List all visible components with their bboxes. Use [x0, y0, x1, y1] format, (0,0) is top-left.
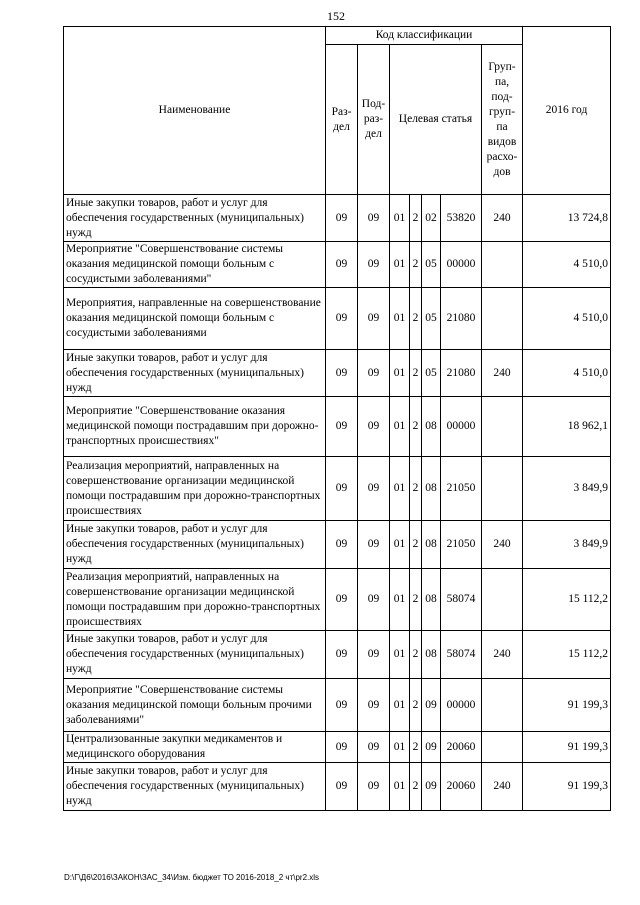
header-name: Наименование: [64, 27, 326, 195]
row-amount: 18 962,1: [523, 397, 611, 457]
row-name: Иные закупки товаров, работ и услуг для обеспечения государственных (муниципальных) нужд: [64, 763, 326, 811]
row-target-event: 02: [422, 195, 441, 242]
page-number: 152: [327, 9, 345, 23]
row-target-event: 08: [422, 457, 441, 521]
row-target-program: 01: [390, 631, 410, 679]
row-razdel: 09: [326, 350, 358, 397]
row-podrazdel: 09: [358, 350, 390, 397]
row-target-event: 09: [422, 732, 441, 763]
table-row: [64, 288, 611, 350]
row-podrazdel: 09: [358, 457, 390, 521]
row-target-event: 05: [422, 288, 441, 350]
row-target-program: 01: [390, 195, 410, 242]
file-path-footer: D:\Г\Д6\2016\ЗАКОН\ЗАС_34\Изм. бюджет ТО 2016-2018_2 чт\pr2.xls: [64, 873, 320, 882]
row-podrazdel: 09: [358, 732, 390, 763]
row-target-program: 01: [390, 397, 410, 457]
row-podrazdel: 09: [358, 631, 390, 679]
row-target-direction: 00000: [441, 397, 482, 457]
row-podrazdel: 09: [358, 521, 390, 569]
row-name: Мероприятие "Совершенствование системы оказания медицинской помощи больным прочими заболеваниями": [64, 679, 326, 732]
row-target-event: 09: [422, 763, 441, 811]
row-razdel: 09: [326, 763, 358, 811]
row-target-direction: 00000: [441, 679, 482, 732]
row-group: 240: [482, 195, 523, 242]
row-group: 240: [482, 631, 523, 679]
row-group: [482, 397, 523, 457]
row-target-direction: 21050: [441, 521, 482, 569]
row-target-event: 08: [422, 397, 441, 457]
table-row: [64, 569, 611, 631]
row-target-event: 08: [422, 631, 441, 679]
row-podrazdel: 09: [358, 195, 390, 242]
row-target-program: 01: [390, 521, 410, 569]
table-row: [64, 732, 611, 763]
header-podrazdel: Под- раз- дел: [358, 45, 390, 195]
row-group: [482, 242, 523, 288]
row-target-direction: 58074: [441, 631, 482, 679]
row-podrazdel: 09: [358, 397, 390, 457]
header-year: 2016 год: [523, 27, 611, 195]
row-target-subprogram: 2: [410, 763, 422, 811]
row-target-subprogram: 2: [410, 242, 422, 288]
row-target-event: 08: [422, 569, 441, 631]
row-group: [482, 732, 523, 763]
row-podrazdel: 09: [358, 569, 390, 631]
row-target-subprogram: 2: [410, 732, 422, 763]
row-group: 240: [482, 521, 523, 569]
row-name: Мероприятие "Совершенствование системы оказания медицинской помощи больным с сосудистыми заболеваниями": [64, 242, 326, 288]
row-target-subprogram: 2: [410, 397, 422, 457]
row-target-subprogram: 2: [410, 521, 422, 569]
row-amount: 91 199,3: [523, 732, 611, 763]
table-row: [64, 242, 611, 288]
row-target-event: 08: [422, 521, 441, 569]
header-group: Груп- па, под- груп- па видов расхо- дов: [482, 45, 523, 195]
row-razdel: 09: [326, 457, 358, 521]
row-target-program: 01: [390, 350, 410, 397]
row-name: Иные закупки товаров, работ и услуг для обеспечения государственных (муниципальных) нужд: [64, 350, 326, 397]
row-group: [482, 457, 523, 521]
row-target-event: 09: [422, 679, 441, 732]
row-group: [482, 288, 523, 350]
table-row: [64, 679, 611, 732]
row-razdel: 09: [326, 195, 358, 242]
table-row: [64, 457, 611, 521]
row-name: Мероприятия, направленные на совершенствование оказания медицинской помощи больным с сосудистыми заболеваниями: [64, 288, 326, 350]
row-target-direction: 20060: [441, 732, 482, 763]
table-row: [64, 350, 611, 397]
row-podrazdel: 09: [358, 242, 390, 288]
row-podrazdel: 09: [358, 679, 390, 732]
row-target-direction: 53820: [441, 195, 482, 242]
row-name: Реализация мероприятий, направленных на совершенствование организации медицинской помощи пострадавшим при дорожно-транспортных происшествиях: [64, 569, 326, 631]
row-razdel: 09: [326, 679, 358, 732]
row-podrazdel: 09: [358, 763, 390, 811]
row-razdel: 09: [326, 397, 358, 457]
row-target-subprogram: 2: [410, 288, 422, 350]
row-name: Иные закупки товаров, работ и услуг для обеспечения государственных (муниципальных) нужд: [64, 631, 326, 679]
row-name: Централизованные закупки медикаментов и медицинского оборудования: [64, 732, 326, 763]
row-amount: 91 199,3: [523, 763, 611, 811]
table-row: [64, 195, 611, 242]
row-target-program: 01: [390, 457, 410, 521]
row-target-direction: 21080: [441, 350, 482, 397]
row-name: Иные закупки товаров, работ и услуг для обеспечения государственных (муниципальных) нужд: [64, 195, 326, 242]
row-amount: 3 849,9: [523, 521, 611, 569]
row-razdel: 09: [326, 242, 358, 288]
row-razdel: 09: [326, 569, 358, 631]
row-name: Реализация мероприятий, направленных на совершенствование организации медицинской помощи пострадавшим при дорожно-транспортных происшествиях: [64, 457, 326, 521]
row-target-subprogram: 2: [410, 195, 422, 242]
row-group: 240: [482, 763, 523, 811]
row-amount: 91 199,3: [523, 679, 611, 732]
row-target-subprogram: 2: [410, 457, 422, 521]
row-name: Мероприятие "Совершенствование оказания медицинской помощи пострадавшим при дорожно-транспортных происшествиях": [64, 397, 326, 457]
row-amount: 15 112,2: [523, 631, 611, 679]
row-group: [482, 679, 523, 732]
row-amount: 13 724,8: [523, 195, 611, 242]
row-target-direction: 58074: [441, 569, 482, 631]
row-target-subprogram: 2: [410, 679, 422, 732]
row-group: [482, 569, 523, 631]
row-razdel: 09: [326, 631, 358, 679]
row-podrazdel: 09: [358, 288, 390, 350]
table-row: [64, 397, 611, 457]
table-row: [64, 521, 611, 569]
row-amount: 4 510,0: [523, 350, 611, 397]
row-amount: 3 849,9: [523, 457, 611, 521]
header-razdel: Раз- дел: [326, 45, 358, 195]
header-code: Код классификации: [326, 27, 523, 45]
row-name: Иные закупки товаров, работ и услуг для обеспечения государственных (муниципальных) нужд: [64, 521, 326, 569]
row-target-program: 01: [390, 569, 410, 631]
row-target-subprogram: 2: [410, 569, 422, 631]
row-target-program: 01: [390, 288, 410, 350]
row-target-direction: 20060: [441, 763, 482, 811]
row-target-event: 05: [422, 350, 441, 397]
row-target-program: 01: [390, 763, 410, 811]
row-target-program: 01: [390, 242, 410, 288]
row-amount: 15 112,2: [523, 569, 611, 631]
header-target: Целевая статья: [390, 45, 482, 195]
row-target-program: 01: [390, 679, 410, 732]
row-target-direction: 21050: [441, 457, 482, 521]
row-target-subprogram: 2: [410, 350, 422, 397]
row-razdel: 09: [326, 521, 358, 569]
row-target-direction: 21080: [441, 288, 482, 350]
row-target-subprogram: 2: [410, 631, 422, 679]
table-row: [64, 631, 611, 679]
table-row: [64, 763, 611, 811]
row-amount: 4 510,0: [523, 242, 611, 288]
row-target-program: 01: [390, 732, 410, 763]
row-target-event: 05: [422, 242, 441, 288]
row-razdel: 09: [326, 732, 358, 763]
budget-table: [63, 26, 611, 811]
row-razdel: 09: [326, 288, 358, 350]
row-target-direction: 00000: [441, 242, 482, 288]
row-group: 240: [482, 350, 523, 397]
row-amount: 4 510,0: [523, 288, 611, 350]
